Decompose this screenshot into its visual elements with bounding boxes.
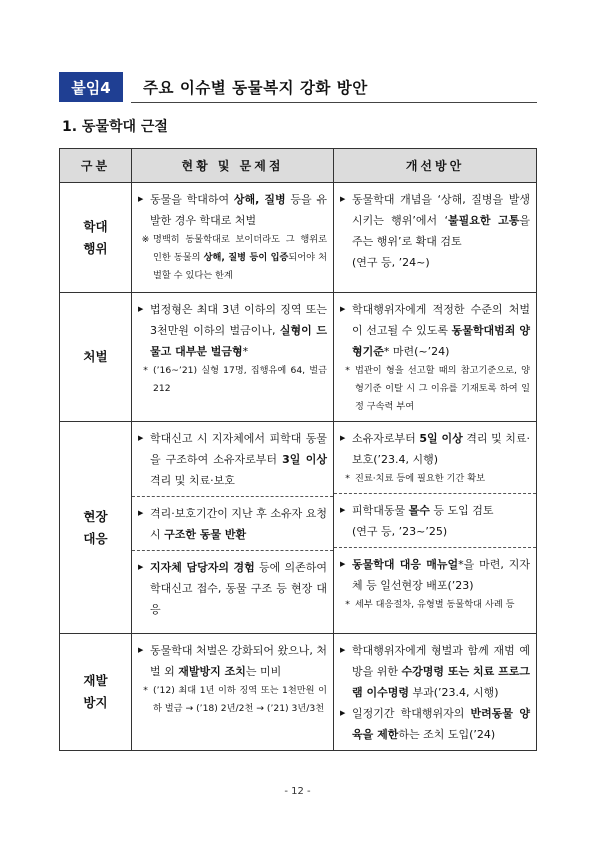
bullet-item: ▶ 법정형은 최대 3년 이하의 징역 또는 3천만원 이하의 벌금이나, 실형이 드물고 대부분 벌금형* bbox=[138, 299, 327, 362]
current-cell bbox=[132, 293, 334, 422]
bullet-item: ▶ 동물을 학대하여 상해, 질병 등을 유발한 경우 학대로 처벌 bbox=[138, 189, 327, 231]
appendix-badge: 붙임4 bbox=[59, 72, 123, 102]
row-category: 학대 행위 bbox=[60, 183, 132, 293]
policy-table bbox=[59, 148, 537, 751]
header-underline bbox=[131, 102, 537, 103]
page-number: - 12 - bbox=[284, 786, 311, 797]
triangle-bullet-icon: ▶ bbox=[138, 434, 144, 442]
triangle-bullet-icon: ▶ bbox=[138, 646, 144, 654]
triangle-bullet-icon: ▶ bbox=[340, 305, 346, 313]
bullet-item: ▶ 학대행위자에게 적정한 수준의 처벌이 선고될 수 있도록 동물학대범죄 양형기준* 마련(~’24) bbox=[340, 299, 530, 362]
table-row bbox=[60, 293, 537, 422]
triangle-bullet-icon: ▶ bbox=[340, 560, 346, 568]
improve-cell bbox=[334, 183, 537, 293]
row-category: 처벌 bbox=[60, 293, 132, 422]
note-item: * (’16~’21) 실형 17명, 집행유예 64, 벌금 212 bbox=[143, 365, 327, 394]
bullet-item: ▶ 동물학대 대응 매뉴얼*을 마련, 지자체 등 일선현장 배포(’23) bbox=[340, 554, 530, 596]
triangle-bullet-icon: ▶ bbox=[138, 563, 144, 571]
note-item: * (’12) 최대 1년 이하 징역 또는 1천만원 이하 벌금 → (’18) 2년/2천 → (’21) 3년/3천 bbox=[143, 685, 327, 714]
table-row bbox=[60, 183, 537, 293]
bullet-item: ▶ 동물학대 처벌은 강화되어 왔으나, 처벌 외 재발방지 조치는 미비 bbox=[138, 640, 327, 682]
triangle-bullet-icon: ▶ bbox=[138, 305, 144, 313]
current-cell bbox=[132, 422, 334, 634]
triangle-bullet-icon: ▶ bbox=[340, 195, 346, 203]
triangle-bullet-icon: ▶ bbox=[138, 509, 144, 517]
header-improve: 개선방안 bbox=[334, 149, 537, 183]
note-item: * 진료·치료 등에 필요한 기간 확보 bbox=[345, 473, 485, 484]
current-cell bbox=[132, 634, 334, 751]
row-category: 현장 대응 bbox=[60, 422, 132, 634]
improve-cell bbox=[334, 422, 537, 634]
bullet-item: ▶ 격리·보호기간이 지난 후 소유자 요청 시 구조한 동물 반환 bbox=[138, 503, 327, 545]
appendix-title: 주요 이슈별 동물복지 강화 방안 bbox=[143, 79, 368, 97]
note-item: * 법관이 형을 선고할 때의 참고기준으로, 양형기준 이탈 시 그 이유를 기재토록 하여 일정 구속력 부여 bbox=[345, 365, 530, 412]
bullet-item: ▶ 지자체 담당자의 경험 등에 의존하여 학대신고 접수, 동물 구조 등 현장 대응 bbox=[138, 557, 327, 620]
bullet-item: ▶ 소유자로부터 5일 이상 격리 및 치료·보호(’23.4, 시행) bbox=[340, 428, 530, 470]
triangle-bullet-icon: ▶ bbox=[340, 434, 346, 442]
note-item: * 세부 대응절차, 유형별 동물학대 사례 등 bbox=[345, 599, 515, 610]
header-current: 현황 및 문제점 bbox=[132, 149, 334, 183]
bullet-item: ▶ 일정기간 학대행위자의 반려동물 양육을 제한하는 조치 도입(’24) bbox=[340, 703, 530, 745]
bullet-item: ▶ 동물학대 개념을 ‘상해, 질병을 발생시키는 행위’에서 ‘불필요한 고통을 주는 행위’로 확대 검토 (연구 등, ’24~) bbox=[340, 189, 530, 273]
improve-cell bbox=[334, 634, 537, 751]
triangle-bullet-icon: ▶ bbox=[340, 646, 346, 654]
row-category: 재발 방지 bbox=[60, 634, 132, 751]
table-row bbox=[60, 634, 537, 751]
triangle-bullet-icon: ▶ bbox=[340, 709, 346, 717]
note-item: ※ 명백히 동물학대로 보이더라도 그 행위로 인한 동물의 상해, 질병 등이 입증되어야 처벌할 수 있다는 한계 bbox=[141, 234, 328, 281]
triangle-bullet-icon: ▶ bbox=[138, 195, 144, 203]
header-category: 구분 bbox=[60, 149, 132, 183]
current-cell bbox=[132, 183, 334, 293]
bullet-item: ▶ 학대행위자에게 형벌과 함께 재범 예방을 위한 수강명령 또는 치료 프로그램 이수명령 부과(’23.4, 시행) bbox=[340, 640, 530, 703]
improve-cell bbox=[334, 293, 537, 422]
table-row bbox=[60, 422, 537, 634]
triangle-bullet-icon: ▶ bbox=[340, 506, 346, 514]
bullet-item: ▶ 학대신고 시 지자체에서 피학대 동물을 구조하여 소유자로부터 3일 이상 격리 및 치료·보호 bbox=[138, 428, 327, 491]
table-header-row bbox=[60, 149, 537, 183]
bullet-item: ▶ 피학대동물 몰수 등 도입 검토 (연구 등, ’23~’25) bbox=[340, 500, 530, 542]
appendix-header bbox=[59, 72, 537, 104]
section-title: 1. 동물학대 근절 bbox=[62, 119, 168, 135]
